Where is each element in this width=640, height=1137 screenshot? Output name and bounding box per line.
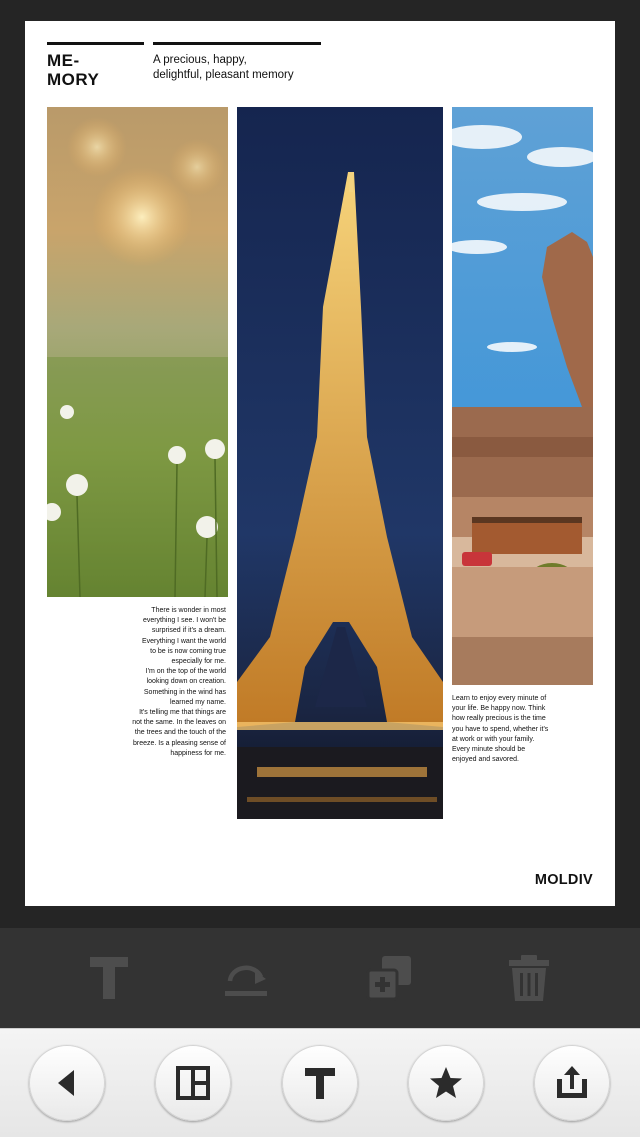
rotate-button[interactable] <box>218 950 274 1006</box>
back-icon <box>49 1065 85 1101</box>
layout-icon <box>175 1065 211 1101</box>
text-icon <box>302 1065 338 1101</box>
subtitle-rule <box>153 42 321 45</box>
share-button[interactable] <box>534 1045 610 1121</box>
title-rule <box>47 42 144 45</box>
rotate-icon <box>221 953 271 1003</box>
layout-button[interactable] <box>155 1045 231 1121</box>
back-button[interactable] <box>29 1045 105 1121</box>
duplicate-button[interactable] <box>361 950 417 1006</box>
edit-toolbar <box>0 928 640 1028</box>
caption-left[interactable]: There is wonder in most everything I see. I won't be surprised if it's a dream. Everything I want the world to be is now coming true especially for me. I'm on the top of the world looking down on creation. Something in the wind has learned my name. It's telling me that things are not the same. In the leaves on the trees and the touch of the breeze. Is a pleasing sense of happiness for me. <box>132 607 226 757</box>
text-button[interactable] <box>282 1045 358 1121</box>
poster-subtitle[interactable]: A precious, happy, delightful, pleasant memory <box>153 54 294 81</box>
share-icon <box>554 1065 590 1101</box>
photo-desert-rock[interactable] <box>452 107 593 685</box>
trash-icon <box>504 953 554 1003</box>
photo-eiffel-tower[interactable] <box>237 107 443 819</box>
star-icon <box>428 1065 464 1101</box>
duplicate-icon <box>364 953 414 1003</box>
collage-poster[interactable] <box>25 21 615 906</box>
photo-dandelion-field[interactable] <box>47 107 228 597</box>
delete-button[interactable] <box>501 950 557 1006</box>
text-edit-button[interactable] <box>81 950 137 1006</box>
text-icon <box>84 953 134 1003</box>
bottom-navigation-bar <box>0 1028 640 1137</box>
caption-right[interactable]: Learn to enjoy every minute of your life. Be happy now. Think how really precious is the time you have to spend, whether it's at work or with your family. Every minute should be enjoyed and savored. <box>452 695 549 764</box>
brand-label[interactable]: MOLDIV <box>534 872 593 888</box>
sticker-button[interactable] <box>408 1045 484 1121</box>
poster-title[interactable]: ME- MORY <box>47 51 100 89</box>
